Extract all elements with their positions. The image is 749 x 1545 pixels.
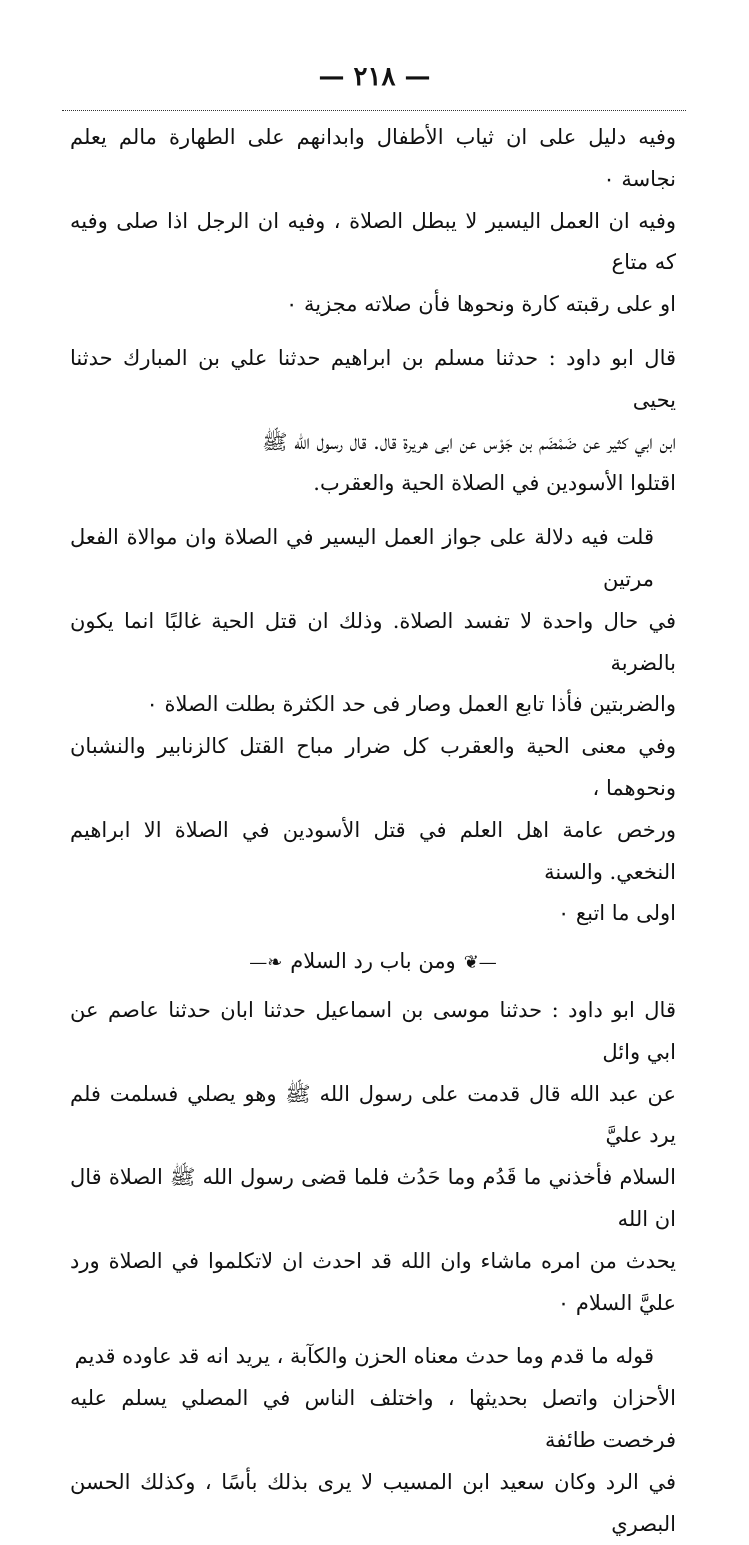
- text-line: وفي معنى الحية والعقرب كل ضرار مباح القتل كالزنابير والنشبان ونحوهما ،: [70, 734, 676, 800]
- text-line: قال ابو داود : حدثنا موسى بن اسماعيل حدثنا ابان حدثنا عاصم عن ابي وائل: [70, 997, 676, 1064]
- text-line: الأحزان واتصل بحديثها ، واختلف الناس في المصلي يسلم عليه فرخصت طائفة: [70, 1386, 676, 1452]
- paragraph-1: [70, 117, 676, 326]
- paragraph-3: [70, 517, 676, 935]
- paragraph-5: [70, 1336, 676, 1545]
- paragraph-4: [70, 990, 676, 1324]
- text-line: اولى ما اتبع ٠: [557, 901, 676, 926]
- text-line: ابن ابي كثير عن ضَمْضَم بن جَوْس عن ابى هريرة قال. قال رسول الله ﷺ: [262, 429, 676, 454]
- section-heading: [70, 941, 676, 984]
- text-line: قال ابو داود : حدثنا مسلم بن ابراهيم حدثنا علي بن المبارك حدثنا يحيى: [70, 345, 676, 412]
- text-line: السلام فأخذني ما قَدُم وما حَدُث فلما قضى رسول الله ﷺ الصلاة قال ان الله: [70, 1165, 676, 1231]
- text-line: وفيه دليل على ان ثياب الأطفال وابدانهم على الطهارة مالم يعلم نجاسة ٠: [70, 125, 676, 191]
- text-line: عن عبد الله قال قدمت على رسول الله ﷺ وهو يصلي فسلمت فلم يرد عليَّ: [70, 1081, 676, 1148]
- text-line: والضربتين فأذا تابع العمل وصار فى حد الكثرة بطلت الصلاة ٠: [146, 692, 676, 717]
- paragraph-2: [70, 338, 676, 505]
- text-line: في الرد وكان سعيد ابن المسيب لا يرى بذلك بأسًا ، وكذلك الحسن البصري: [70, 1469, 676, 1536]
- text-line: وفيه ان العمل اليسير لا يبطل الصلاة ، وفيه ان الرجل اذا صلى وفيه كه متاع: [70, 208, 676, 275]
- header-divider: [62, 110, 686, 111]
- page-number: — ٢١٨ —: [318, 62, 431, 92]
- section-heading-text: ومن باب رد السلام: [290, 949, 456, 974]
- text-line: يحدث من امره ماشاء وان الله قد احدث ان لاتكلموا في الصلاة ورد عليَّ السلام ٠: [70, 1248, 676, 1315]
- text-line: قوله ما قدم وما حدث معناه الحزن والكآبة ، يريد انه قد عاوده قديم: [74, 1344, 654, 1369]
- text-line: قلت فيه دلالة على جواز العمل اليسير في الصلاة وان موالاة الفعل مرتين: [70, 525, 654, 591]
- text-line: في حال واحدة لا تفسد الصلاة. وذلك ان قتل الحية غالبًا انما يكون بالضربة: [70, 608, 676, 675]
- ornament-right-icon: ❧—: [249, 952, 283, 974]
- page-body: [70, 117, 676, 1545]
- ornament-left-icon: —❦: [463, 952, 497, 974]
- text-line: ورخص عامة اهل العلم في قتل الأسودين في الصلاة الا ابراهيم النخعي. والسنة: [70, 817, 676, 884]
- text-line: او على رقبته كارة ونحوها فأن صلاته مجزية ٠: [286, 292, 676, 317]
- text-line: اقتلوا الأسودين في الصلاة الحية والعقرب.: [313, 471, 676, 496]
